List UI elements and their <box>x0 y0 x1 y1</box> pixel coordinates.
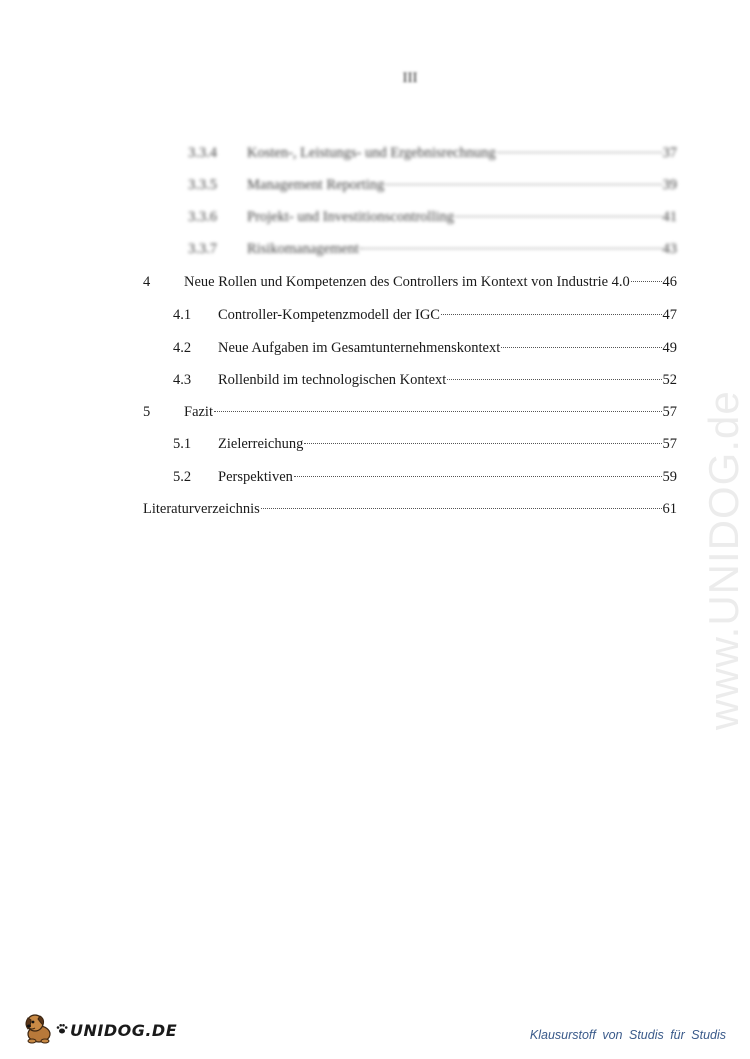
toc-entry-number: 4.3 <box>173 372 192 388</box>
dot-leader <box>261 507 662 509</box>
toc-entry-number: 4.2 <box>173 340 192 356</box>
toc-entry-page: 49 <box>662 340 677 356</box>
toc-entry-title: Fazit <box>184 404 213 420</box>
toc-entry-page: 61 <box>662 501 677 517</box>
toc-entry <box>188 208 677 226</box>
toc-entry <box>188 176 677 194</box>
toc-entry-number: 5.1 <box>173 436 192 452</box>
dot-leader <box>441 313 662 315</box>
toc-entry-title: Neue Aufgaben im Gesamtunternehmenskontext <box>218 340 501 356</box>
toc-entry-title: Zielerreichung <box>218 436 304 452</box>
page-number: III <box>402 70 418 86</box>
toc-entry-number: 3.3.5 <box>188 177 217 193</box>
paw-icon <box>56 1022 68 1040</box>
dot-leader <box>501 346 661 348</box>
footer-logo[interactable] <box>22 1012 177 1049</box>
toc-entry-page: 59 <box>662 469 677 485</box>
toc-entry-number: 3.3.4 <box>188 145 217 161</box>
dot-leader <box>304 442 661 444</box>
toc-entry <box>188 240 677 258</box>
toc-entry-number: 5 <box>143 404 151 420</box>
toc-entry-number: 5.2 <box>173 469 192 485</box>
logo-text: UNIDOG.DE <box>70 1021 178 1040</box>
dot-leader <box>294 475 662 477</box>
toc-entry <box>173 339 677 357</box>
dot-leader <box>360 247 662 249</box>
toc-entry-chapter <box>143 273 677 291</box>
toc-entry-bibliography <box>143 500 677 518</box>
dot-leader <box>385 183 661 185</box>
dot-leader <box>631 280 662 282</box>
toc-entry-page: 39 <box>662 177 677 193</box>
toc-entry-title: Risikomanagement <box>247 241 359 257</box>
dot-leader <box>497 151 662 153</box>
dot-leader <box>214 410 662 412</box>
toc-entry-page: 52 <box>662 372 677 388</box>
toc-entry <box>173 468 677 486</box>
toc-entry-number: 3.3.7 <box>188 241 217 257</box>
toc-entry-page: 41 <box>662 209 677 225</box>
toc-entry <box>173 306 677 324</box>
toc-entry-number: 3.3.6 <box>188 209 217 225</box>
toc-entry-page: 37 <box>662 145 677 161</box>
dot-leader <box>455 215 661 217</box>
toc-entry-chapter <box>143 403 677 421</box>
toc-entry-title: Rollenbild im technologischen Kontext <box>218 372 447 388</box>
dog-mascot-icon <box>22 1012 56 1049</box>
toc-entry-page: 57 <box>662 404 677 420</box>
toc-entry-number: 4.1 <box>173 307 192 323</box>
toc-entry-page: 43 <box>662 241 677 257</box>
dot-leader <box>447 378 661 380</box>
toc-entry-title: Perspektiven <box>218 469 293 485</box>
toc-entry-page: 47 <box>662 307 677 323</box>
toc-entry-title: Neue Rollen und Kompetenzen des Controllers im Kontext von Industrie 4.0 <box>184 274 630 290</box>
toc-entry-title: Literaturverzeichnis <box>143 501 260 517</box>
toc-entry-page: 46 <box>662 274 677 290</box>
toc-entry <box>173 371 677 389</box>
footer-slogan: Klausurstoff von Studis für Studis <box>529 1028 726 1042</box>
toc-entry <box>188 144 677 162</box>
toc-entry <box>173 435 677 453</box>
toc-entry-number: 4 <box>143 274 151 290</box>
toc-entry-page: 57 <box>662 436 677 452</box>
watermark: www.UNIDOG.de <box>700 390 747 730</box>
toc-entry-title: Projekt- und Investitionscontrolling <box>247 209 455 225</box>
toc-entry-title: Kosten-, Leistungs- und Ergebnisrechnung <box>247 145 496 161</box>
toc-entry-title: Management Reporting <box>247 177 385 193</box>
toc-entry-title: Controller-Kompetenzmodell der IGC <box>218 307 440 323</box>
